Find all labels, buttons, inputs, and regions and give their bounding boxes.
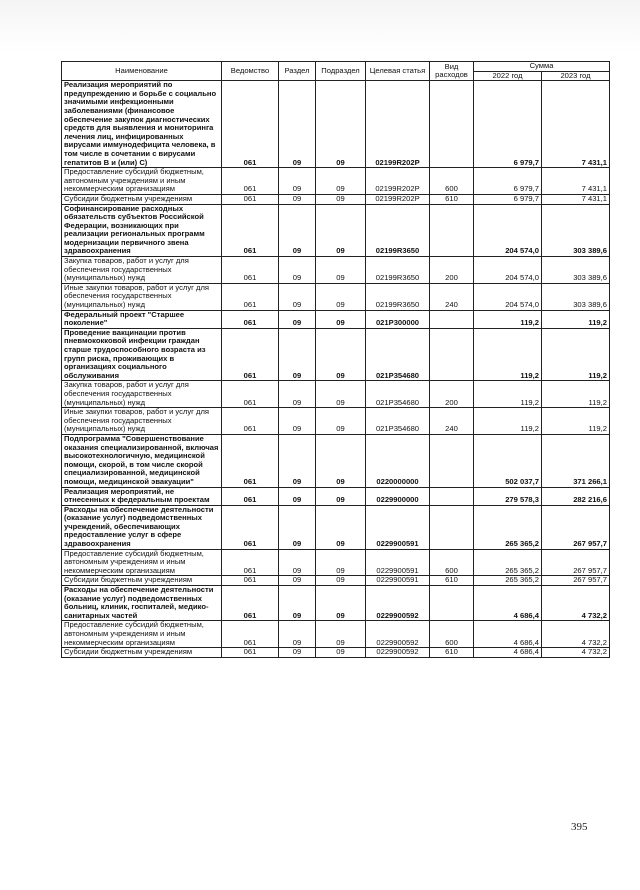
cell-subsection: 09 — [316, 434, 366, 487]
cell-section: 09 — [279, 328, 316, 381]
cell-section: 09 — [279, 549, 316, 576]
cell-subsection: 09 — [316, 549, 366, 576]
cell-department: 061 — [222, 408, 279, 435]
cell-expense — [430, 81, 474, 168]
cell-target: 0220000000 — [366, 434, 430, 487]
header-expense: Вид расходов — [430, 62, 474, 81]
cell-expense: 600 — [430, 168, 474, 195]
cell-department: 061 — [222, 328, 279, 381]
cell-subsection: 09 — [316, 310, 366, 328]
table-row — [62, 194, 610, 204]
table-row — [62, 621, 610, 648]
cell-name: Федеральный проект "Старшее поколение" — [62, 310, 222, 328]
header-year-2022: 2022 год — [474, 71, 542, 81]
cell-name: Реализация мероприятий, не отнесенных к федеральным проектам — [62, 487, 222, 505]
cell-sum-2023: 303 389,6 — [542, 257, 610, 284]
budget-table — [61, 61, 610, 658]
cell-name: Иные закупки товаров, работ и услуг для обеспечения государственных (муниципальных) нужд — [62, 283, 222, 310]
cell-target: 0229900591 — [366, 549, 430, 576]
cell-sum-2023: 371 266,1 — [542, 434, 610, 487]
cell-sum-2023: 119,2 — [542, 310, 610, 328]
cell-name: Реализация мероприятий по предупреждению и борьбе с социально значимыми инфекционными заболеваниями (финансовое обеспечение закупок диагностических средств для выявления и мониторинга лечения лиц, инфицированных вирусами иммунодефицита человека, в том числе в сочетании с вирусами гепатитов В и (или) С) — [62, 81, 222, 168]
cell-expense: 600 — [430, 621, 474, 648]
cell-department: 061 — [222, 586, 279, 621]
cell-sum-2023: 4 732,2 — [542, 586, 610, 621]
cell-sum-2023: 303 389,6 — [542, 204, 610, 257]
cell-section: 09 — [279, 283, 316, 310]
cell-sum-2023: 4 732,2 — [542, 621, 610, 648]
cell-sum-2023: 303 389,6 — [542, 283, 610, 310]
cell-sum-2023: 4 732,2 — [542, 648, 610, 658]
cell-target: 0229900592 — [366, 621, 430, 648]
cell-name: Предоставление субсидий бюджетным, автономным учреждениям и иным некоммерческим организациям — [62, 168, 222, 195]
cell-subsection: 09 — [316, 576, 366, 586]
cell-section: 09 — [279, 621, 316, 648]
table-row — [62, 328, 610, 381]
cell-target: 02199R3650 — [366, 283, 430, 310]
cell-expense — [430, 204, 474, 257]
cell-department: 061 — [222, 621, 279, 648]
cell-name: Предоставление субсидий бюджетным, автономным учреждениям и иным некоммерческим организациям — [62, 621, 222, 648]
cell-name: Подпрограмма "Совершенствование оказания специализированной, включая высокотехнологичную, медицинской помощи, скорой, в том числе скорой специализированной, медицинской помощи, медицинской эвакуации" — [62, 434, 222, 487]
cell-name: Расходы на обеспечение деятельности (оказание услуг) подведомственных учреждений, обеспечивающих предоставление услуг в сфере здравоохранения — [62, 505, 222, 549]
cell-subsection: 09 — [316, 487, 366, 505]
cell-section: 09 — [279, 576, 316, 586]
cell-sum-2023: 119,2 — [542, 328, 610, 381]
cell-target: 021P354680 — [366, 408, 430, 435]
cell-subsection: 09 — [316, 168, 366, 195]
cell-expense — [430, 586, 474, 621]
header-target: Целевая статья — [366, 62, 430, 81]
table-row — [62, 549, 610, 576]
cell-target: 0229900000 — [366, 487, 430, 505]
cell-section: 09 — [279, 257, 316, 284]
cell-sum-2022: 204 574,0 — [474, 257, 542, 284]
table-row — [62, 168, 610, 195]
cell-sum-2022: 119,2 — [474, 381, 542, 408]
cell-expense: 200 — [430, 257, 474, 284]
cell-subsection: 09 — [316, 204, 366, 257]
cell-section: 09 — [279, 204, 316, 257]
cell-department: 061 — [222, 576, 279, 586]
cell-sum-2023: 119,2 — [542, 381, 610, 408]
cell-subsection: 09 — [316, 586, 366, 621]
cell-section: 09 — [279, 194, 316, 204]
cell-name: Субсидии бюджетным учреждениям — [62, 576, 222, 586]
cell-expense: 610 — [430, 576, 474, 586]
cell-expense: 200 — [430, 381, 474, 408]
table-row — [62, 487, 610, 505]
cell-department: 061 — [222, 549, 279, 576]
cell-section: 09 — [279, 586, 316, 621]
cell-sum-2022: 265 365,2 — [474, 505, 542, 549]
cell-name: Иные закупки товаров, работ и услуг для обеспечения государственных (муниципальных) нужд — [62, 408, 222, 435]
cell-sum-2022: 4 686,4 — [474, 621, 542, 648]
cell-section: 09 — [279, 434, 316, 487]
cell-expense: 600 — [430, 549, 474, 576]
cell-sum-2022: 204 574,0 — [474, 204, 542, 257]
cell-department: 061 — [222, 257, 279, 284]
cell-target: 0229900591 — [366, 505, 430, 549]
cell-department: 061 — [222, 194, 279, 204]
cell-target: 02199R3650 — [366, 204, 430, 257]
cell-sum-2022: 119,2 — [474, 310, 542, 328]
table-row — [62, 434, 610, 487]
table-row — [62, 257, 610, 284]
cell-department: 061 — [222, 648, 279, 658]
cell-department: 061 — [222, 487, 279, 505]
cell-sum-2023: 119,2 — [542, 408, 610, 435]
cell-section: 09 — [279, 310, 316, 328]
cell-expense: 610 — [430, 648, 474, 658]
header-department: Ведомство — [222, 62, 279, 81]
cell-sum-2022: 204 574,0 — [474, 283, 542, 310]
header-year-2023: 2023 год — [542, 71, 610, 81]
table-row — [62, 283, 610, 310]
cell-section: 09 — [279, 168, 316, 195]
cell-sum-2022: 502 037,7 — [474, 434, 542, 487]
cell-target: 02199R3650 — [366, 257, 430, 284]
cell-sum-2023: 7 431,1 — [542, 81, 610, 168]
cell-expense — [430, 310, 474, 328]
cell-expense: 610 — [430, 194, 474, 204]
cell-department: 061 — [222, 204, 279, 257]
table-row — [62, 381, 610, 408]
scan-header-noise — [0, 0, 640, 52]
cell-sum-2022: 6 979,7 — [474, 81, 542, 168]
cell-department: 061 — [222, 310, 279, 328]
cell-section: 09 — [279, 648, 316, 658]
cell-target: 021P354680 — [366, 328, 430, 381]
cell-subsection: 09 — [316, 408, 366, 435]
cell-sum-2022: 265 365,2 — [474, 549, 542, 576]
cell-name: Проведение вакцинации против пневмококковой инфекции граждан старше трудоспособного возраста из групп риска, проживающих в организациях социального обслуживания — [62, 328, 222, 381]
table-row — [62, 586, 610, 621]
cell-section: 09 — [279, 81, 316, 168]
table-row — [62, 310, 610, 328]
cell-sum-2023: 267 957,7 — [542, 505, 610, 549]
cell-target: 0229900591 — [366, 576, 430, 586]
cell-section: 09 — [279, 408, 316, 435]
table-row — [62, 648, 610, 658]
cell-subsection: 09 — [316, 257, 366, 284]
cell-sum-2022: 119,2 — [474, 328, 542, 381]
cell-subsection: 09 — [316, 621, 366, 648]
cell-target: 021P354680 — [366, 381, 430, 408]
cell-target: 02199R202P — [366, 194, 430, 204]
cell-name: Закупка товаров, работ и услуг для обеспечения государственных (муниципальных) нужд — [62, 381, 222, 408]
cell-department: 061 — [222, 168, 279, 195]
cell-department: 061 — [222, 381, 279, 408]
cell-sum-2022: 6 979,7 — [474, 168, 542, 195]
cell-sum-2023: 282 216,6 — [542, 487, 610, 505]
cell-subsection: 09 — [316, 283, 366, 310]
cell-sum-2022: 6 979,7 — [474, 194, 542, 204]
cell-target: 0229900592 — [366, 648, 430, 658]
table-row — [62, 408, 610, 435]
cell-target: 02199R202P — [366, 81, 430, 168]
cell-department: 061 — [222, 283, 279, 310]
header-name: Наименование — [62, 62, 222, 81]
cell-name: Предоставление субсидий бюджетным, автономным учреждениям и иным некоммерческим организациям — [62, 549, 222, 576]
cell-target: 02199R202P — [366, 168, 430, 195]
cell-subsection: 09 — [316, 505, 366, 549]
cell-subsection: 09 — [316, 328, 366, 381]
cell-section: 09 — [279, 505, 316, 549]
cell-sum-2023: 267 957,7 — [542, 576, 610, 586]
table-row — [62, 204, 610, 257]
cell-department: 061 — [222, 505, 279, 549]
cell-subsection: 09 — [316, 648, 366, 658]
cell-expense — [430, 487, 474, 505]
cell-target: 0229900592 — [366, 586, 430, 621]
cell-sum-2022: 279 578,3 — [474, 487, 542, 505]
cell-expense — [430, 328, 474, 381]
table-row — [62, 81, 610, 168]
cell-name: Субсидии бюджетным учреждениям — [62, 648, 222, 658]
cell-section: 09 — [279, 381, 316, 408]
header-section: Раздел — [279, 62, 316, 81]
cell-expense: 240 — [430, 408, 474, 435]
cell-sum-2023: 7 431,1 — [542, 168, 610, 195]
cell-expense — [430, 434, 474, 487]
header-subsection: Подраздел — [316, 62, 366, 81]
cell-target: 021P300000 — [366, 310, 430, 328]
cell-sum-2022: 4 686,4 — [474, 586, 542, 621]
cell-section: 09 — [279, 487, 316, 505]
table-row — [62, 576, 610, 586]
cell-sum-2022: 4 686,4 — [474, 648, 542, 658]
cell-expense: 240 — [430, 283, 474, 310]
cell-sum-2022: 119,2 — [474, 408, 542, 435]
table-row — [62, 505, 610, 549]
cell-department: 061 — [222, 434, 279, 487]
cell-sum-2023: 7 431,1 — [542, 194, 610, 204]
cell-name: Субсидии бюджетным учреждениям — [62, 194, 222, 204]
cell-name: Софинансирование расходных обязательств субъектов Российской Федерации, возникающих при реализации региональных программ модернизации первичного звена здравоохранения — [62, 204, 222, 257]
cell-sum-2022: 265 365,2 — [474, 576, 542, 586]
page-number: 395 — [571, 821, 588, 833]
table-body — [62, 81, 610, 658]
cell-expense — [430, 505, 474, 549]
cell-name: Закупка товаров, работ и услуг для обеспечения государственных (муниципальных) нужд — [62, 257, 222, 284]
cell-subsection: 09 — [316, 194, 366, 204]
cell-subsection: 09 — [316, 381, 366, 408]
cell-name: Расходы на обеспечение деятельности (оказание услуг) подведомственных больниц, клиник, госпиталей, медико-санитарных частей — [62, 586, 222, 621]
cell-sum-2023: 267 957,7 — [542, 549, 610, 576]
cell-department: 061 — [222, 81, 279, 168]
cell-subsection: 09 — [316, 81, 366, 168]
header-sum: Сумма — [474, 62, 610, 72]
